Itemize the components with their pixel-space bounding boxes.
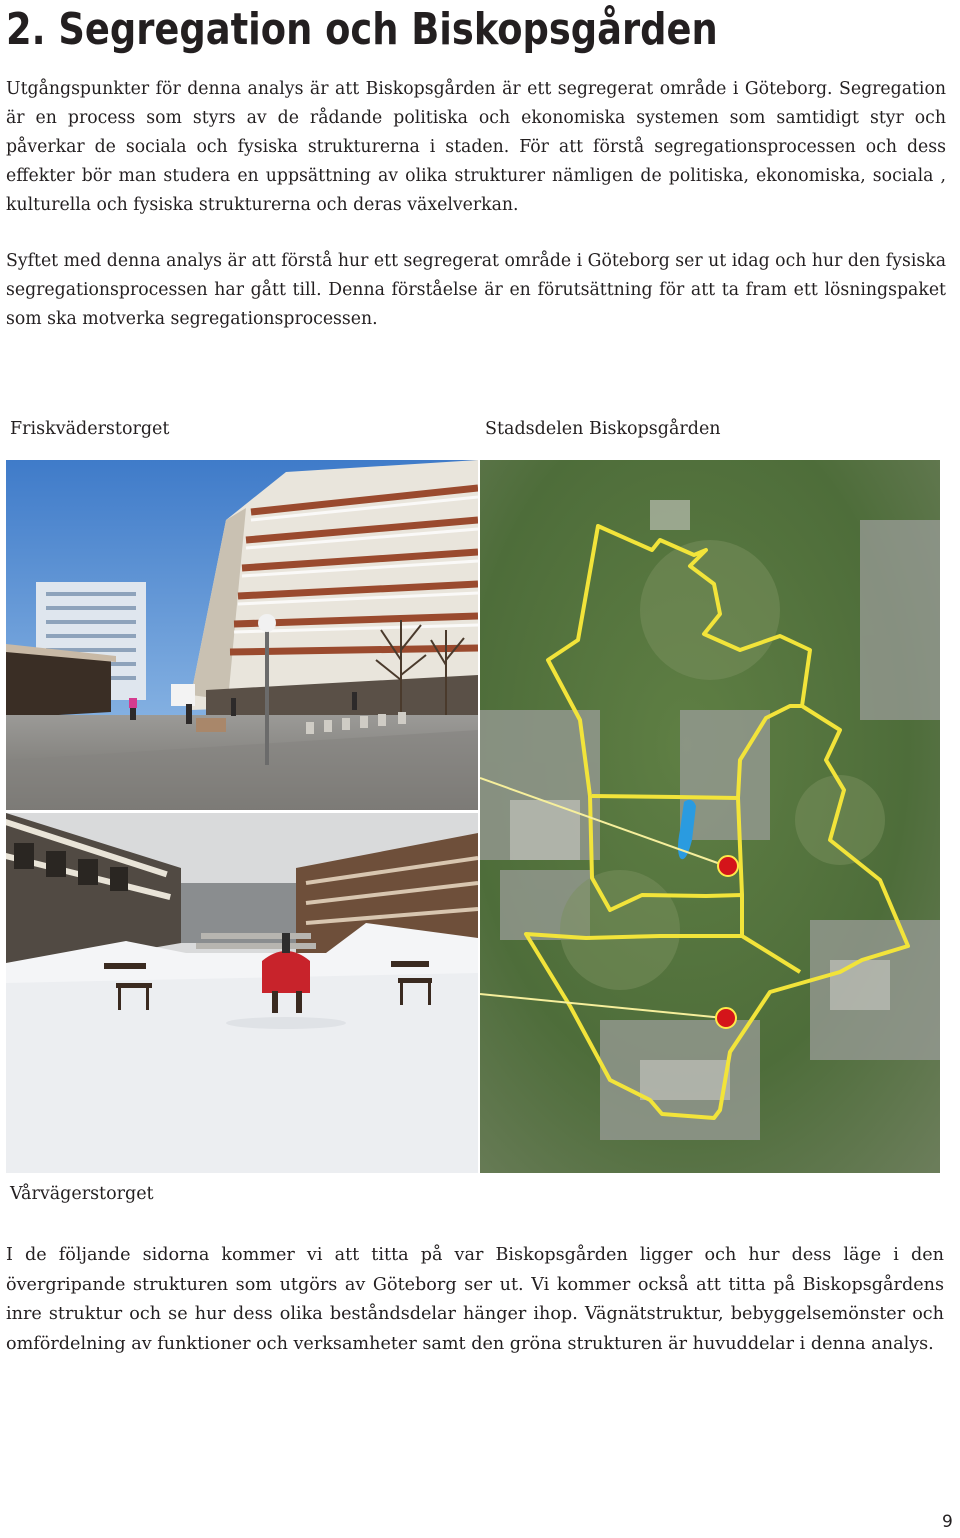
page-title: 2. Segregation och Biskopsgården: [6, 4, 718, 55]
outline-paragraph: I de följande sidorna kommer vi att titta på var Biskopsgården ligger och hur dess läge i den övergripande strukturen som utgörs av Göteborg ser ut. Vi kommer också att titta på Biskopsgårdens inre struktur och se hur dess olika beståndsdelar hänger ihop. Vägnätstruktur, bebyggelsemönster och omfördelning av funktioner och verksamheter samt den gröna strukturen är huvuddelar i denna analys.: [6, 1245, 944, 1354]
purpose-paragraph: Syftet med denna analys är att förstå hur ett segregerat område i Göteborg ser ut idag och hur den fysiska segregationsprocessen har gått till. Denna förståelse är en förutsättning för att ta fram ett lösningspaket som ska motverka segregationsprocessen.: [6, 251, 946, 329]
photo-varvagerstorget: [6, 813, 478, 1173]
intro-paragraph: Utgångspunkter för denna analys är att Biskopsgården är ett segregerat område i Göteborg. Segregation är en process som styrs av de rådande politiska och ekonomiska systemen som samtidigt styr och påverkar de sociala och fysiska strukturerna i staden. För att förstå segregationsprocessen och dess effekter bör man studera en uppsättning av olika strukturer nämligen de politiska, ekonomiska, sociala , kulturella och fysiska strukturerna och deras växelverkan.: [6, 79, 946, 215]
aerial-map-biskopsgarden: [480, 460, 940, 1173]
caption-friskvaderstorget: Friskväderstorget: [10, 419, 170, 439]
caption-stadsdelen: Stadsdelen Biskopsgården: [485, 419, 721, 439]
photo-friskvaderstorget: [6, 460, 478, 810]
page-number: 9: [942, 1512, 953, 1532]
caption-varvagerstorget: Vårvägerstorget: [10, 1184, 154, 1204]
